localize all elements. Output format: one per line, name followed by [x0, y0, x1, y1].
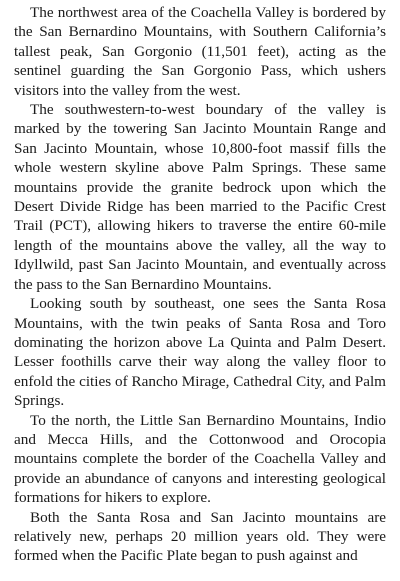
- paragraph-san-bernardino: The northwest area of the Coachella Valley is bordered by the San Bernardino Mountains, with Southern California’s tallest peak, San Gorgonio (11,501 feet), acting as the sentinel guarding the San Gorgonio Pass, which ushers visitors into the valley from the west.: [14, 4, 386, 99]
- paragraph-north-border: To the north, the Little San Bernardino Mountains, Indio and Mecca Hills, and the Cottonwood and Orocopia mountains complete the border of the Coachella Valley and provide an abundance of canyons and interesting geological formations for hikers to explore.: [14, 411, 386, 507]
- paragraph-mountain-age: Both the Santa Rosa and San Jacinto mountains are relatively new, perhaps 20 million years old. They were formed when the Pacific Plate began to push against and: [14, 508, 386, 565]
- paragraph-san-jacinto: The southwestern-to-west boundary of the valley is marked by the towering San Jacinto Mountain Range and San Jacinto Mountain, whose 10,800-foot massif fills the whole western skyline above Palm Springs. These same mountains provide the granite bedrock upon which the Desert Divide Ridge has been married to the Pacific Crest Trail (PCT), allowing hikers to traverse the entire 60-mile length of the mountains above the valley, all the way to Idyllwild, past San Jacinto Mountain, and eventually across the pass to the San Bernardino Mountains.: [14, 101, 386, 293]
- paragraph-santa-rosa: Looking south by southeast, one sees the Santa Rosa Mountains, with the twin peaks of Santa Rosa and Toro dominating the horizon above La Quinta and Palm Desert. Lesser foothills carve their way along the valley floor to enfold the cities of Rancho Mirage, Cathedral City, and Palm Springs.: [14, 295, 386, 410]
- document-page: [14, 3, 386, 566]
